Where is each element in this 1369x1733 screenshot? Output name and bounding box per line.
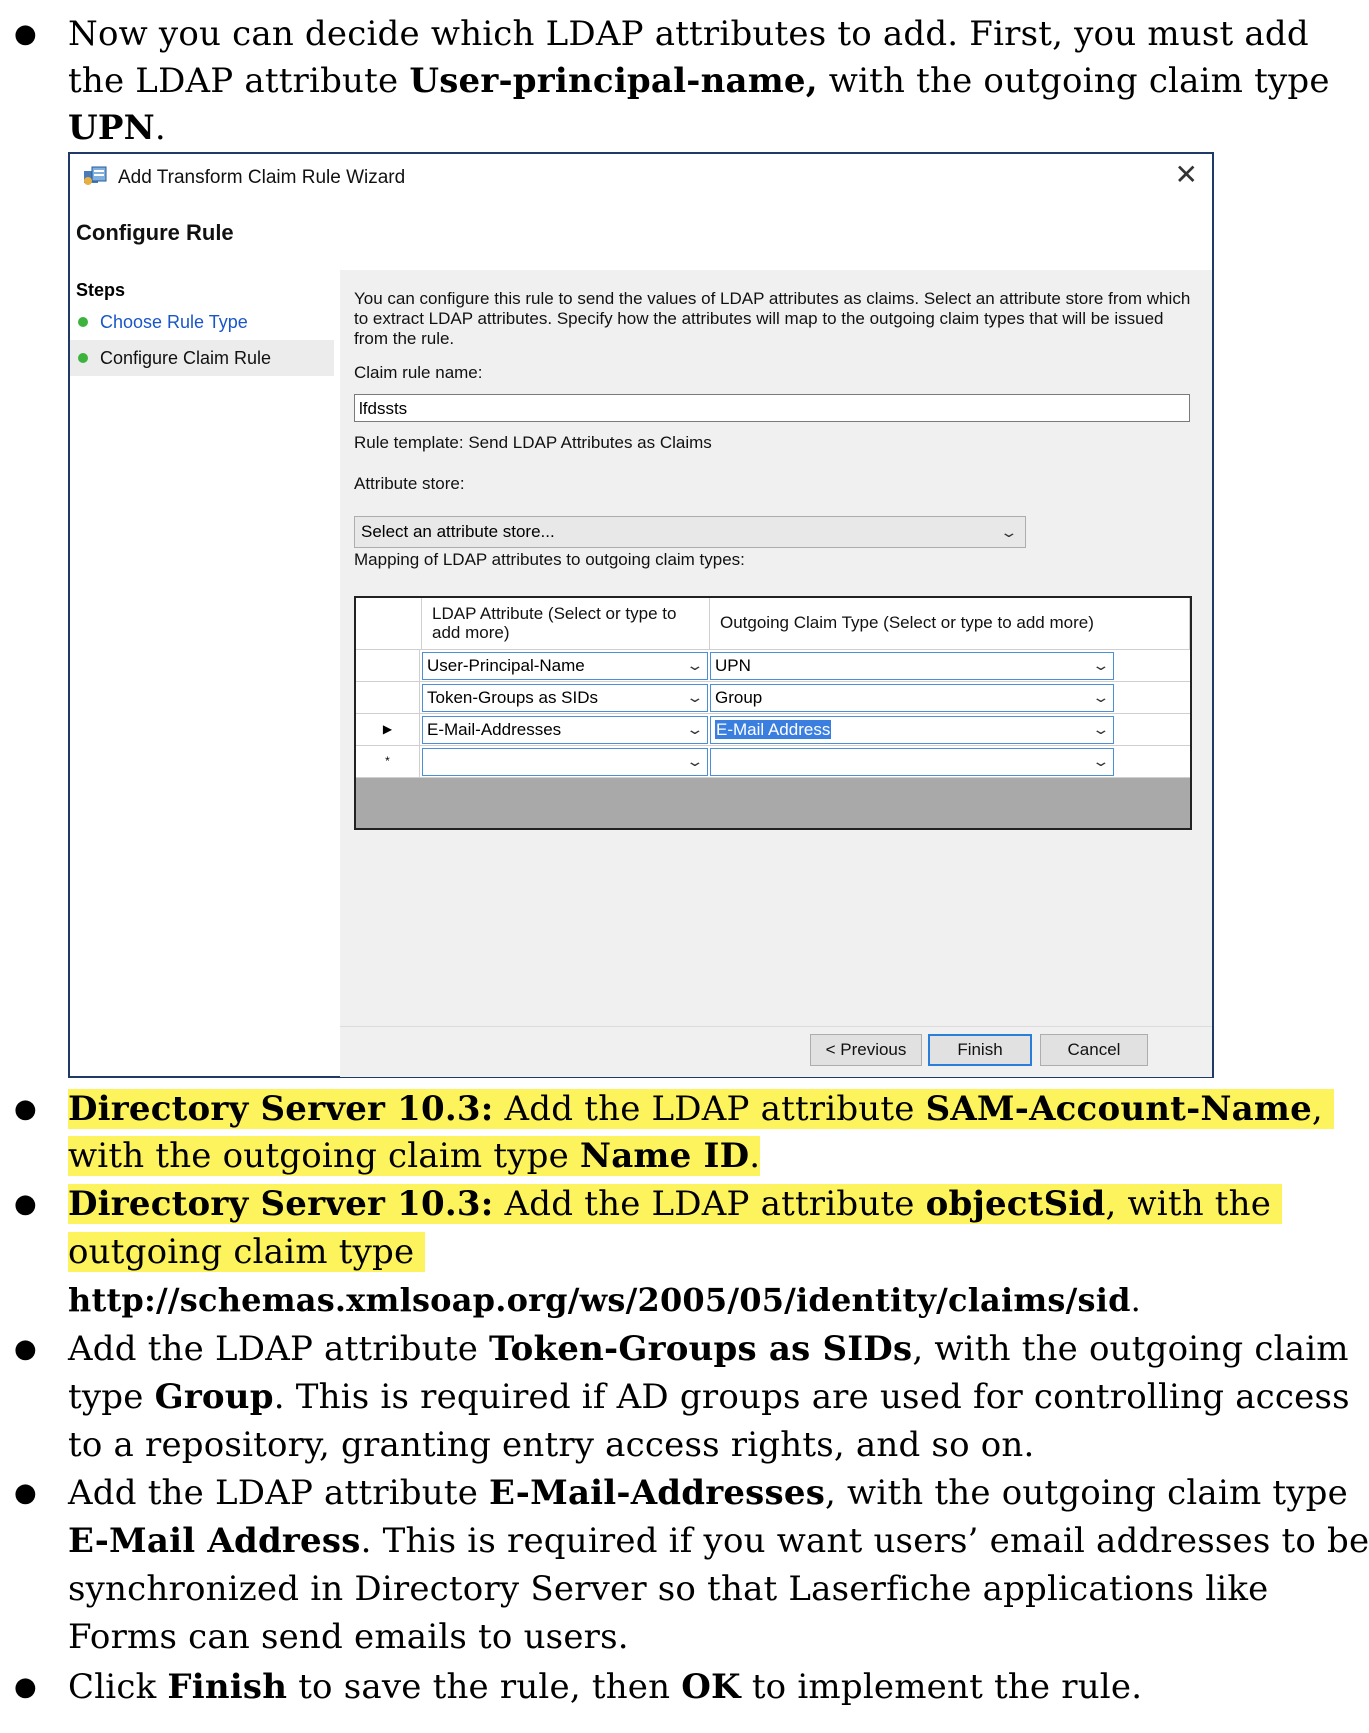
outgoing-claim-select[interactable]: Group ⌄ [710,684,1114,712]
mapping-grid [354,596,1192,830]
bullet-4-line-3: synchronized in Directory Server so that Laserfiche applications like [68,1569,1269,1609]
chevron-down-icon: ⌄ [1091,753,1111,769]
bullet-3-line-1: Add the LDAP attribute Token-Groups as SIDs, with the outgoing claim [68,1329,1349,1369]
bullet-dot: ● [14,1334,37,1364]
row-marker [356,650,420,681]
ldap-attribute-column-header[interactable]: LDAP Attribute (Select or type to add more) [422,598,710,650]
outgoing-claim-select[interactable] [710,748,1114,776]
bullet-3-line-2: type Group. This is required if AD groups are used for controlling access [68,1377,1350,1417]
bullet-4-line-2: E-Mail Address. This is required if you want users’ email addresses to be [68,1521,1369,1561]
title-bar [70,154,1212,198]
row-marker [356,682,420,713]
configure-rule-heading: Configure Rule [76,220,234,245]
bullet-4-line-4: Forms can send emails to users. [68,1617,629,1657]
bullet-dot: ● [14,1478,37,1508]
claim-rule-name-label: Claim rule name: [354,363,483,382]
new-row[interactable] [356,746,1190,778]
dialog-title: Add Transform Claim Rule Wizard [118,167,406,188]
bullet-3-line-3: to a repository, granting entry access rights, and so on. [68,1425,1035,1465]
ldap-attribute-select[interactable]: E-Mail-Addresses ⌄ [422,716,708,744]
mapping-label: Mapping of LDAP attributes to outgoing claim types: [354,550,745,569]
attribute-store-value: Select an attribute store... [361,522,555,541]
description: You can configure this rule to send the values of LDAP attributes as claims. Select an attribute store from which to extract LDAP attributes. Specify how the attributes will map to the outgoing claim types that will be issued from the rule. [354,289,1191,348]
table-row[interactable] [356,650,1190,682]
step-choose-rule-type[interactable] [70,304,334,340]
outgoing-claim-column-header[interactable]: Outgoing Claim Type (Select or type to add more) [710,598,1190,650]
claim-rule-name-input[interactable]: lfdssts [354,394,1190,422]
selected-text: E-Mail Address [716,720,831,739]
table-row[interactable] [356,682,1190,714]
step-complete-icon [78,317,88,327]
bullet-dot: ● [14,19,37,49]
claim-rule-wizard-dialog [68,152,1214,1078]
bullet-dot: ● [14,1672,37,1702]
bullet-1-line-2: with the outgoing claim type Name ID. [68,1136,761,1176]
steps-panel [70,270,336,1076]
ldap-attribute-select[interactable]: Token-Groups as SIDs ⌄ [422,684,708,712]
chevron-down-icon: ⌄ [685,657,705,673]
rule-template-text: Rule template: Send LDAP Attributes as Claims [354,433,712,452]
chevron-down-icon: ⌄ [1091,689,1111,705]
step-label: Choose Rule Type [100,312,248,332]
previous-button[interactable]: < Previous [810,1034,922,1066]
step-configure-claim-rule[interactable] [70,340,334,376]
step-label: Configure Claim Rule [100,348,272,368]
bullet-2-line-3: http://schemas.xmlsoap.org/ws/2005/05/identity/claims/sid. [68,1281,1142,1319]
chevron-down-icon: ⌄ [1091,657,1111,673]
bullet-2-line-1: Directory Server 10.3: Add the LDAP attribute objectSid, with the [68,1180,1282,1228]
cancel-button[interactable]: Cancel [1040,1034,1148,1066]
attribute-store-select[interactable] [354,516,1026,548]
outgoing-claim-select[interactable]: UPN ⌄ [710,652,1114,680]
intro-line-2: the LDAP attribute User-principal-name, with the outgoing claim type [68,61,1330,101]
chevron-down-icon: ⌄ [685,753,705,769]
chevron-down-icon: ⌄ [685,721,705,737]
attribute-store-label: Attribute store: [354,474,465,493]
table-row[interactable] [356,714,1190,746]
bullet-1-line-1: Directory Server 10.3: Add the LDAP attribute SAM-Account-Name, [68,1085,1334,1133]
bullet-4-line-1: Add the LDAP attribute E-Mail-Addresses, with the outgoing claim type [68,1473,1348,1513]
intro-line-3: UPN. [68,108,166,148]
step-current-icon [78,353,88,363]
bullet-2-line-2: outgoing claim type [68,1228,425,1276]
ldap-attribute-select[interactable] [422,748,708,776]
finish-button[interactable]: Finish [928,1034,1032,1066]
ldap-attribute-select[interactable]: User-Principal-Name ⌄ [422,652,708,680]
chevron-down-icon: ⌄ [999,524,1019,540]
bullet-dot: ● [14,1094,37,1124]
steps-title: Steps [76,280,126,300]
chevron-down-icon: ⌄ [1091,721,1111,737]
chevron-down-icon: ⌄ [685,689,705,705]
current-row-icon: ▶ [356,714,420,745]
bullet-5-line-1: Click Finish to save the rule, then OK to implement the rule. [68,1667,1143,1707]
row-header-column [356,598,422,650]
intro-line-1: Now you can decide which LDAP attributes to add. First, you must add [68,14,1309,54]
bullet-dot: ● [14,1189,37,1219]
wizard-app-icon [82,165,108,187]
outgoing-claim-select[interactable] [710,716,1114,744]
new-row-icon: * [356,746,420,777]
close-button[interactable]: ✕ [1174,159,1198,190]
